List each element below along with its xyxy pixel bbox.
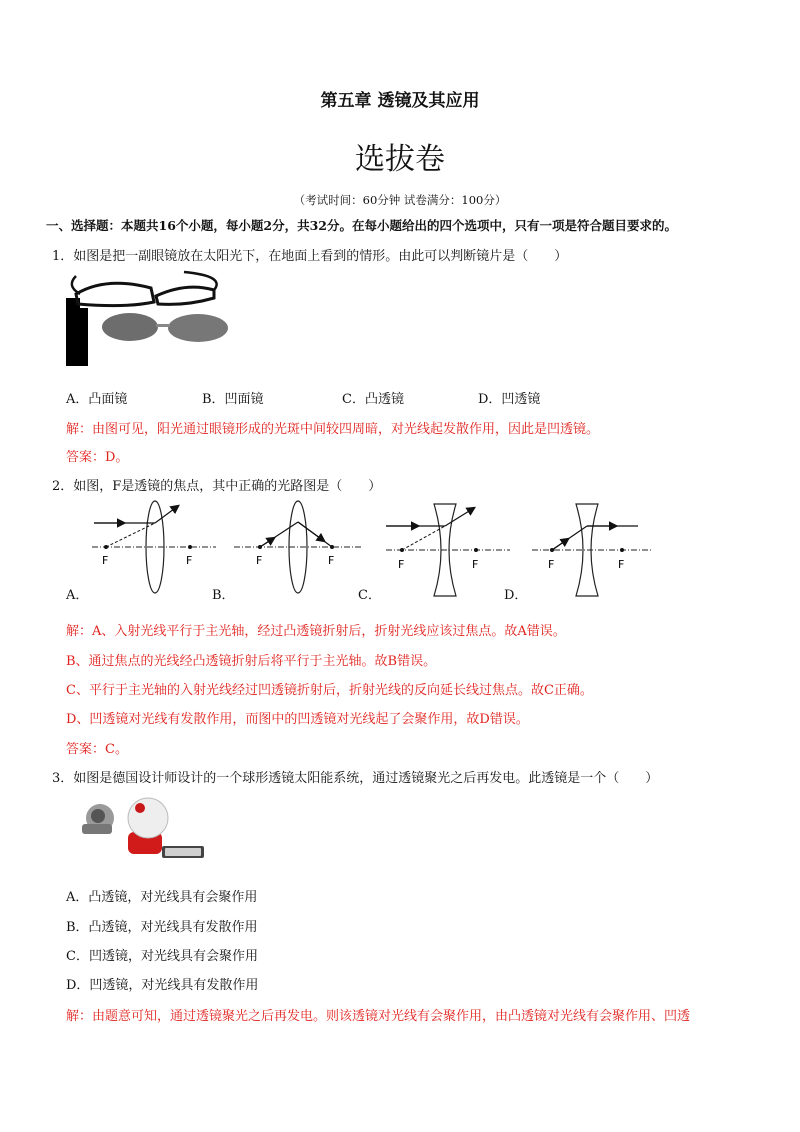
q1-option-d[interactable]: D．凹透镜 xyxy=(478,392,541,407)
q3-option-a[interactable]: A．凸透镜，对光线具有会聚作用 xyxy=(66,890,258,905)
page-title: 选拔卷 xyxy=(355,142,445,177)
q2-option-d[interactable]: D． xyxy=(504,588,528,603)
q2-explanation-b: B、通过焦点的光线经凸透镜折射后将平行于主光轴。故B错误。 xyxy=(66,654,437,669)
diagram-b xyxy=(234,501,362,593)
q2-option-b[interactable]: B． xyxy=(212,588,235,603)
q3-stem: 3．如图是德国设计师设计的一个球形透镜太阳能系统，通过透镜聚光之后再发电。此透镜是一个（ ） xyxy=(52,771,659,786)
q2-option-a[interactable]: A． xyxy=(66,588,89,603)
q3-option-d[interactable]: D．凹透镜，对光线具有发散作用 xyxy=(66,978,259,993)
focus-label: F xyxy=(102,554,109,567)
q2-option-c[interactable]: C． xyxy=(358,588,381,603)
diagram-c xyxy=(386,504,510,596)
focus-label: F xyxy=(472,558,479,571)
section-heading: 一、选择题：本题共16个小题，每小题2分，共32分。在每小题给出的四个选项中，只有一项是符合题目要求的。 xyxy=(46,218,677,233)
focus-label: F xyxy=(328,554,335,567)
q2-explanation-a: 解：A、入射光线平行于主光轴，经过凸透镜折射后，折射光线应该过焦点。故A错误。 xyxy=(66,624,566,639)
chapter-title: 第五章 透镜及其应用 xyxy=(320,91,480,111)
q1-option-b[interactable]: B．凹面镜 xyxy=(202,392,264,407)
q2-explanation-d: D、凹透镜对光线有发散作用，而图中的凹透镜对光线起了会聚作用，故D错误。 xyxy=(66,712,529,727)
focus-label: F xyxy=(618,558,625,571)
q1-answer: 答案：D。 xyxy=(66,450,129,465)
q3-explanation: 解：由题意可知，通过透镜聚光之后再发电。则该透镜对光线有会聚作用，由凸透镜对光线有会聚作用、凹透 xyxy=(66,1009,691,1024)
q1-explanation: 解：由图可见，阳光通过眼镜形成的光斑中间较四周暗，对光线起发散作用，因此是凹透镜。 xyxy=(66,422,600,437)
q2-stem: 2．如图，F是透镜的焦点，其中正确的光路图是（ ） xyxy=(52,479,382,494)
q3-solar-lens-image xyxy=(78,794,210,866)
q3-option-b[interactable]: B．凸透镜，对光线具有发散作用 xyxy=(66,920,258,935)
focus-label: F xyxy=(548,558,555,571)
focus-label: F xyxy=(398,558,405,571)
diagram-a xyxy=(92,501,216,593)
exam-meta: （考试时间：60分钟 试卷满分：100分） xyxy=(293,193,507,207)
q2-explanation-c: C、平行于主光轴的入射光线经过凹透镜折射后，折射光线的反向延长线过焦点。故C正确。 xyxy=(66,683,593,698)
focus-label: F xyxy=(256,554,263,567)
focus-label: F xyxy=(186,554,193,567)
diagram-d xyxy=(532,504,652,596)
q1-option-a[interactable]: A．凸面镜 xyxy=(66,392,128,407)
q3-option-c[interactable]: C．凹透镜，对光线具有会聚作用 xyxy=(66,949,258,964)
q1-option-c[interactable]: C．凸透镜 xyxy=(342,392,404,407)
q1-stem: 1．如图是把一副眼镜放在太阳光下，在地面上看到的情形。由此可以判断镜片是（ ） xyxy=(52,249,568,264)
q2-answer: 答案：C。 xyxy=(66,742,128,757)
q1-glasses-image xyxy=(66,268,256,366)
